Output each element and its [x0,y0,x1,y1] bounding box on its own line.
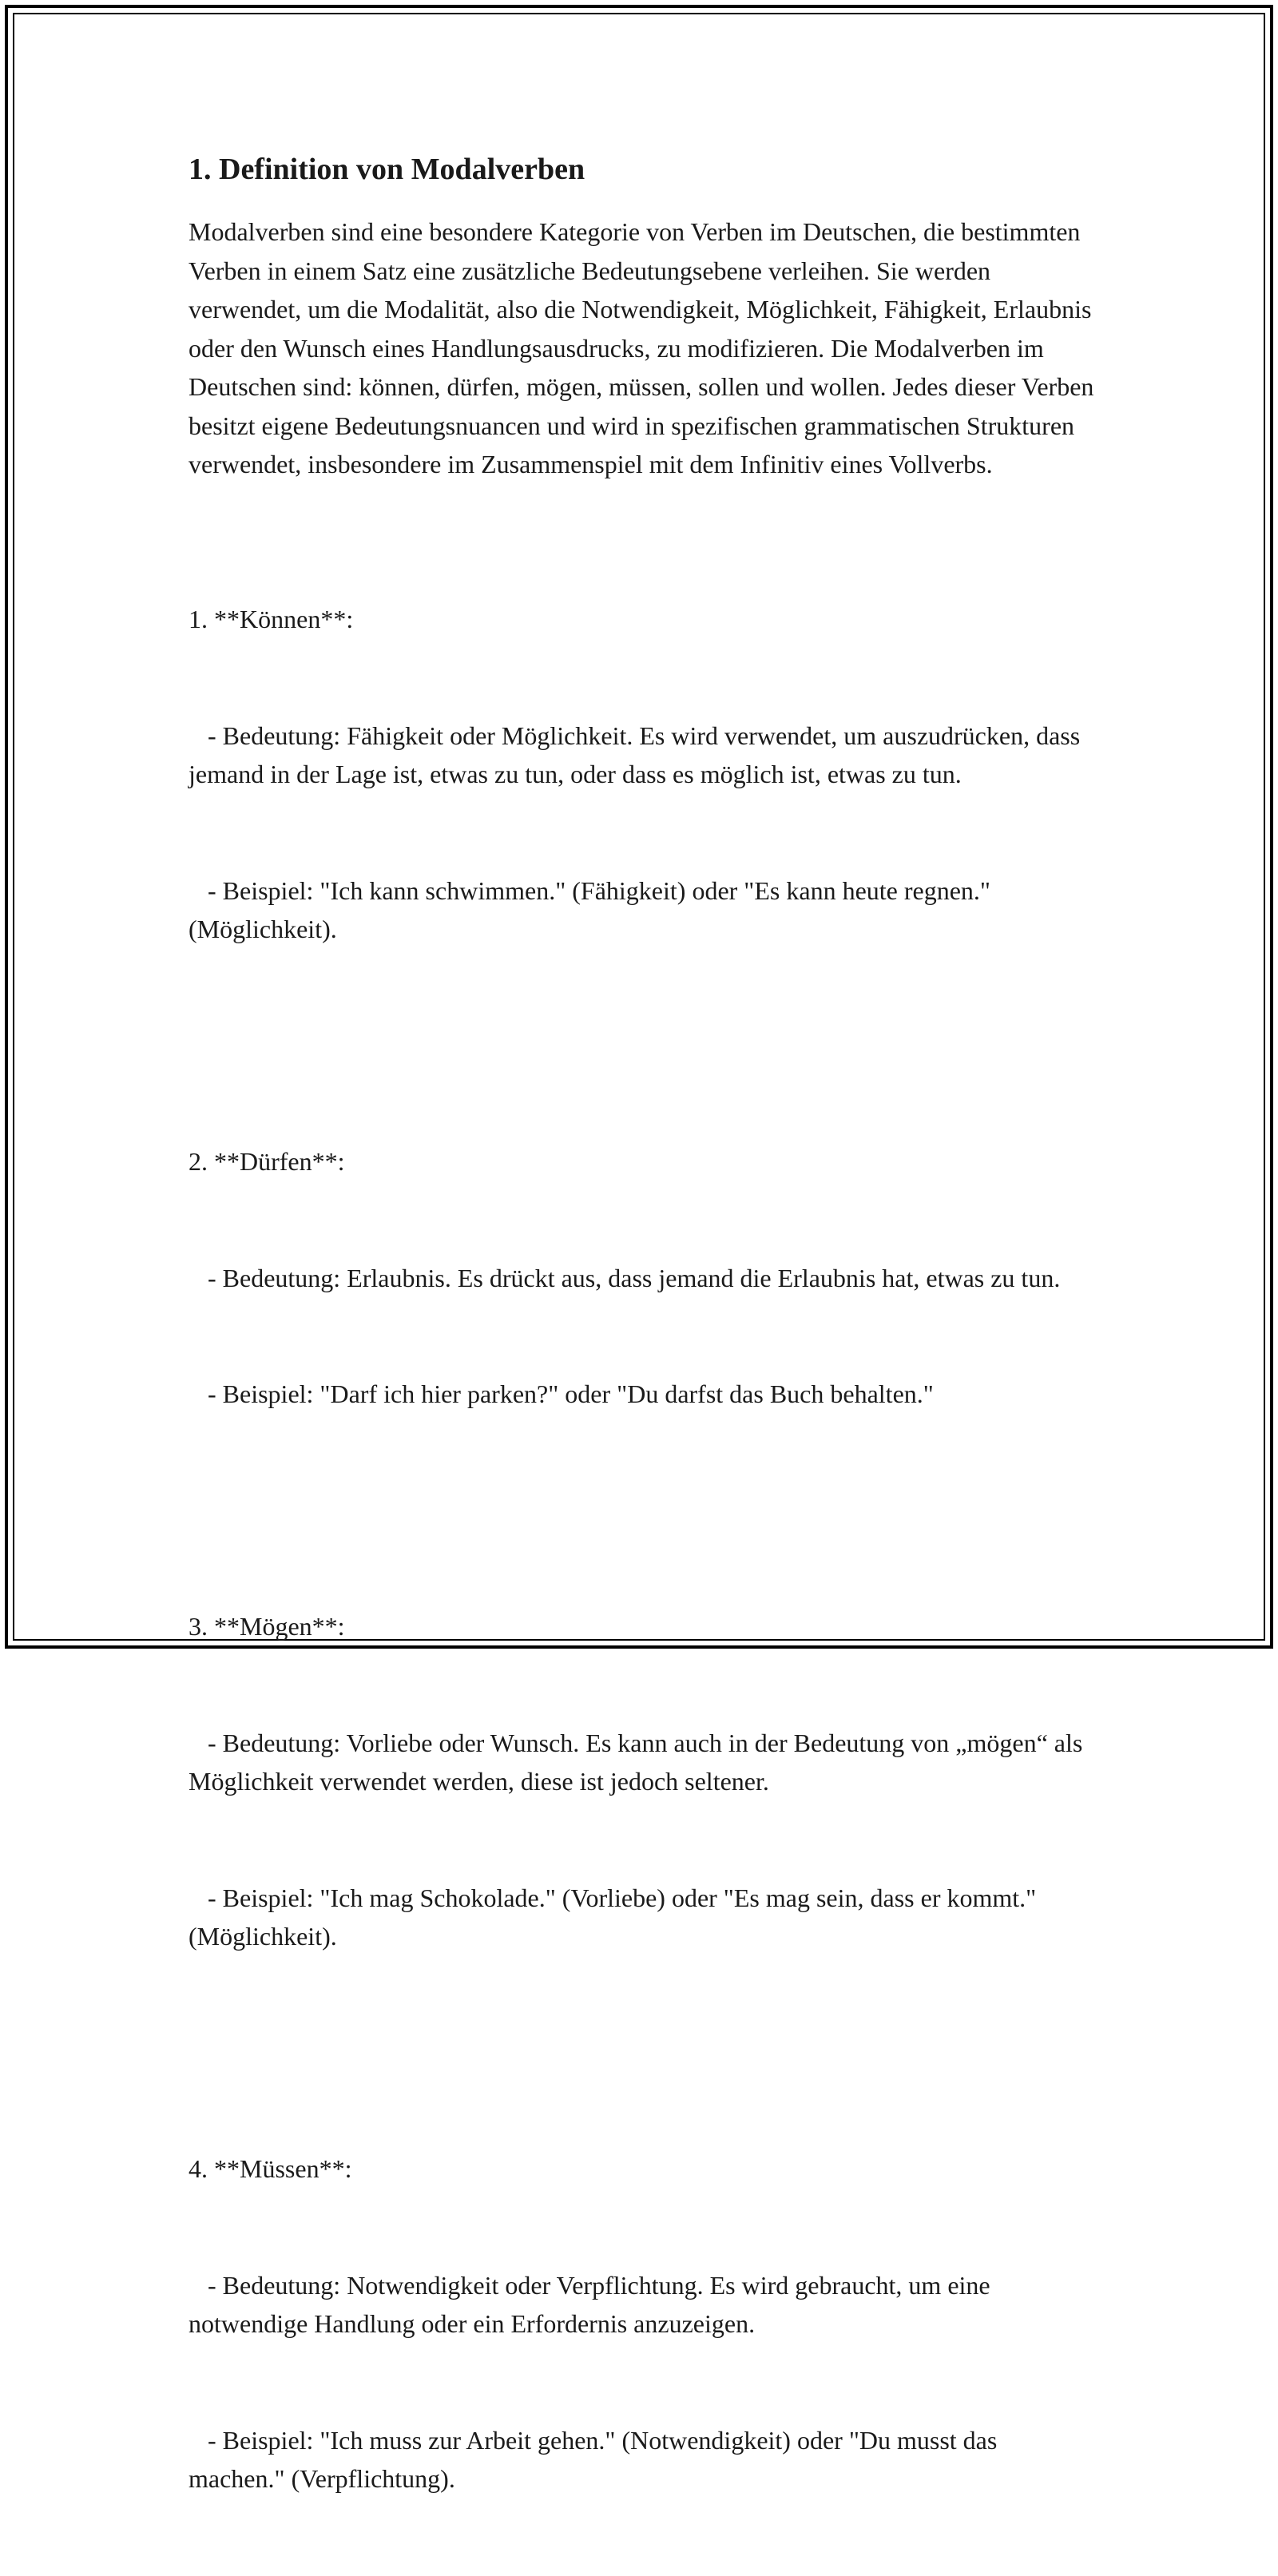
section-koennen [189,522,1099,1026]
section-meaning: - Bedeutung: Fähigkeit oder Möglichkeit. Es wird verwendet, um auszudrücken, dass jemand in der Lage ist, etwas zu tun, oder dass es möglich ist, etwas zu tun. [189,720,1087,788]
section-muessen [189,2072,1099,2576]
section-example: - Beispiel: "Darf ich hier parken?" oder "Du darfst das Buch behalten." [189,1379,934,1408]
section-heading: 3. **Mögen**: [189,1612,345,1641]
section-heading: 4. **Müssen**: [189,2154,352,2183]
section-example: - Beispiel: "Ich muss zur Arbeit gehen." (Notwendigkeit) oder "Du musst das machen." (Verpflichtung). [189,2425,1004,2493]
section-example: - Beispiel: "Ich mag Schokolade." (Vorliebe) oder "Es mag sein, dass er kommt." (Möglichkeit). [189,1883,1043,1951]
document-body [189,145,1099,2576]
section-meaning: - Bedeutung: Notwendigkeit oder Verpflichtung. Es wird gebraucht, um eine notwendige Handlung oder ein Erfordernis anzuzeigen. [189,2270,997,2338]
section-example: - Beispiel: "Ich kann schwimmen." (Fähigkeit) oder "Es kann heute regnen." (Möglichkeit). [189,875,997,943]
section-moegen [189,1530,1099,2034]
section-meaning: - Bedeutung: Erlaubnis. Es drückt aus, dass jemand die Erlaubnis hat, etwas zu tun. [189,1263,1061,1292]
intro-paragraph: Modalverben sind eine besondere Kategorie von Verben im Deutschen, die bestimmten Verben in einem Satz eine zusätzliche Bedeutungsebene verleihen. Sie werden verwendet, um die Modalität, also die Notwendigkeit, Möglichkeit, Fähigkeit, Erlaubnis oder den Wunsch eines Handlungsausdrucks, zu modifizieren. Die Modalverben im Deutschen sind: können, dürfen, mögen, müssen, sollen und wollen. Jedes dieser Verben besitzt eigene Bedeutungsnuancen und wird in spezifischen grammatischen Strukturen verwendet, insbesondere im Zusammenspiel mit dem Infinitiv eines Vollverbs. [189,217,1101,478]
section-heading: 2. **Dürfen**: [189,1147,345,1176]
section-heading: 1. **Können**: [189,605,354,633]
page-title: 1. Definition von Modalverben [189,153,585,186]
section-duerfen [189,1065,1099,1491]
section-meaning: - Bedeutung: Vorliebe oder Wunsch. Es kann auch in der Bedeutung von „mögen“ als Möglichkeit verwendet werden, diese ist jedoch seltener. [189,1728,1089,1796]
